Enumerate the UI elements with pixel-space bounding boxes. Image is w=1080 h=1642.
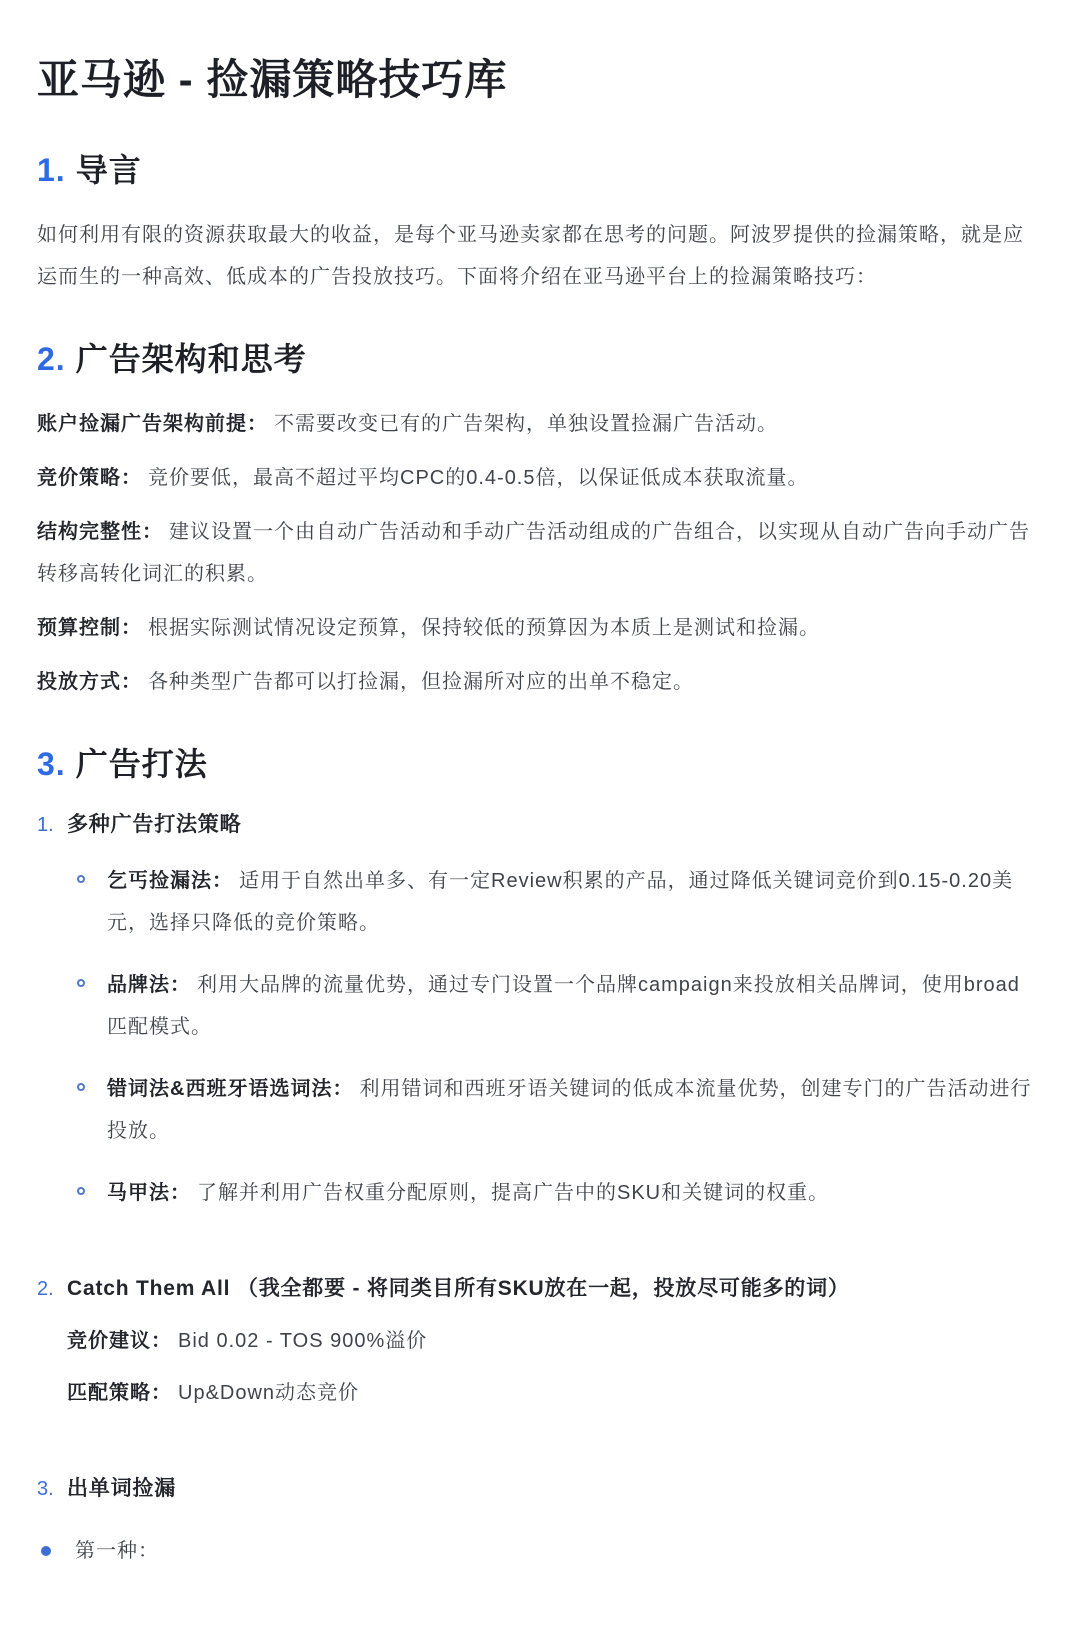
point-text: 各种类型广告都可以打捡漏，但捡漏所对应的出单不稳定。 [148, 671, 694, 694]
hollow-bullet-icon [77, 1083, 85, 1091]
point-text: 建议设置一个由自动广告活动和手动广告活动组成的广告组合，以实现从自动广告向手动广告转移高转化词汇的积累。 [37, 521, 1030, 586]
point-label: 投放方式： [37, 671, 142, 694]
ordered-item-catch-them-all [37, 1272, 1040, 1306]
point-paragraph [37, 403, 1040, 445]
point-paragraph [37, 661, 1040, 703]
section-number: 3. [37, 746, 66, 783]
point-paragraph [37, 607, 1040, 649]
ordered-item-number: 2. [37, 1278, 54, 1301]
point-text: 不需要改变已有的广告架构，单独设置捡漏广告活动。 [274, 413, 778, 436]
section-number: 2. [37, 340, 66, 377]
point-label: 结构完整性： [37, 521, 163, 544]
strategy-text: 利用大品牌的流量优势，通过专门设置一个品牌campaign来投放相关品牌词，使用broad匹配模式。 [107, 974, 1020, 1039]
strategy-label: 错词法&西班牙语选词法： [107, 1078, 354, 1101]
doc-title: 亚马逊 - 捡漏策略技巧库 [37, 56, 508, 103]
strategy-text: 利用错词和西班牙语关键词的低成本流量优势，创建专门的广告活动进行投放。 [107, 1078, 1032, 1143]
point-text: 根据实际测试情况设定预算，保持较低的预算因为本质上是测试和捡漏。 [148, 617, 820, 640]
section-heading-intro [37, 149, 1040, 192]
hollow-bullet-icon [77, 1187, 85, 1195]
filled-bullet-icon [41, 1546, 51, 1556]
detail-line [67, 1320, 1040, 1362]
detail-label: 匹配策略： [67, 1382, 172, 1405]
section-heading-text: 广告打法 [75, 746, 208, 783]
list-item [77, 860, 1040, 944]
point-text: 竞价要低，最高不超过平均CPC的0.4-0.5倍，以保证低成本获取流量。 [148, 467, 809, 490]
section-heading-architecture [37, 338, 1040, 381]
intro-paragraph: 如何利用有限的资源获取最大的收益，是每个亚马逊卖家都在思考的问题。阿波罗提供的捡漏策略，就是应运而生的一种高效、低成本的广告投放技巧。下面将介绍在亚马逊平台上的捡漏策略技巧： [37, 223, 1024, 288]
ordered-item-title: Catch Them All （我全都要 - 将同类目所有SKU放在一起，投放尽可能多的词） [67, 1277, 850, 1301]
ordered-item-title: 出单词捡漏 [67, 1477, 176, 1501]
strategy-label: 马甲法： [107, 1182, 191, 1205]
point-paragraph [37, 511, 1040, 595]
strategy-label: 品牌法： [107, 974, 191, 997]
detail-label: 竞价建议： [67, 1330, 172, 1353]
list-item [77, 964, 1040, 1048]
strategy-text: 适用于自然出单多、有一定Review积累的产品，通过降低关键词竞价到0.15-0.20美元，选择只降低的竞价策略。 [107, 870, 1014, 935]
section-number: 1. [37, 151, 66, 188]
list-item [77, 1172, 1040, 1214]
point-label: 预算控制： [37, 617, 142, 640]
list-item [41, 1530, 1040, 1572]
strategy-text: 了解并利用广告权重分配原则，提高广告中的SKU和关键词的权重。 [197, 1182, 830, 1205]
ordered-item-order-words [37, 1472, 1040, 1506]
section-heading-text: 导言 [75, 151, 142, 188]
ordered-item-strategies [37, 808, 1040, 842]
strategy-label: 乞丐捡漏法： [107, 870, 233, 893]
section-heading-tactics [37, 743, 1040, 786]
list-item [77, 1068, 1040, 1152]
ordered-item-title: 多种广告打法策略 [67, 813, 242, 837]
strategy-bullet-list [37, 860, 1040, 1214]
detail-text: Up&Down动态竞价 [178, 1382, 360, 1405]
point-paragraph [37, 457, 1040, 499]
ordered-item-number: 1. [37, 814, 54, 837]
hollow-bullet-icon [77, 875, 85, 883]
detail-text: Bid 0.02 - TOS 900%溢价 [178, 1330, 428, 1353]
bullet-text: 第一种： [75, 1540, 159, 1563]
detail-line [67, 1372, 1040, 1414]
hollow-bullet-icon [77, 979, 85, 987]
ordered-item-number: 3. [37, 1478, 54, 1501]
section-heading-text: 广告架构和思考 [75, 340, 307, 377]
point-label: 账户捡漏广告架构前提： [37, 413, 268, 436]
point-label: 竞价策略： [37, 467, 142, 490]
